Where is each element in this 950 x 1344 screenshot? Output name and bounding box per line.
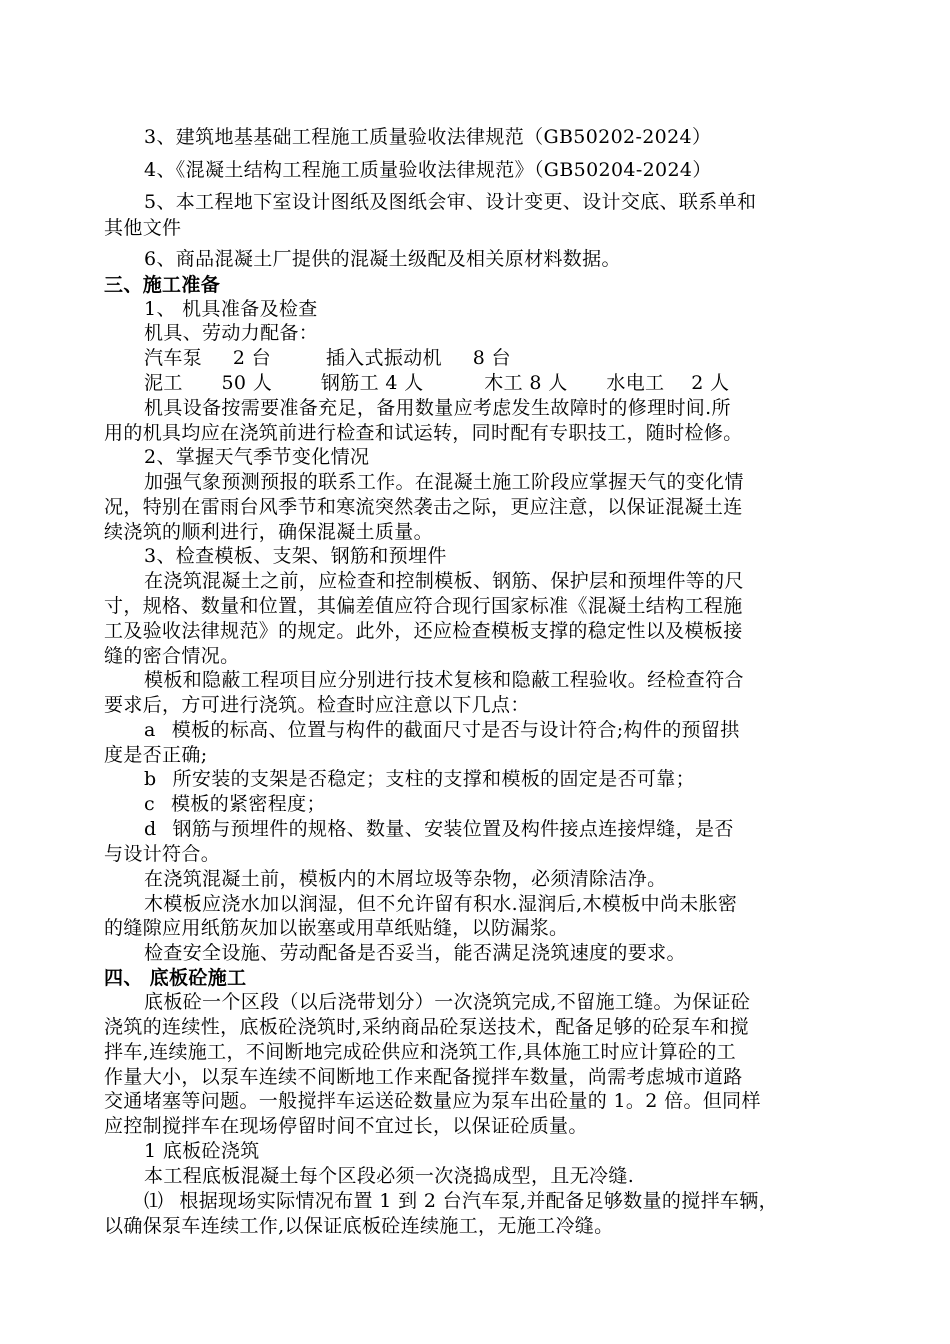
equipment-row: [144, 345, 511, 371]
text-line: 用的机具均应在浇筑前进行检查和试运转，同时配有专职技工，随时检修。: [104, 422, 743, 444]
labor-row: [144, 370, 729, 396]
equipment-name: 插入式振动机: [325, 347, 442, 369]
text-line: 机具设备按需要准备充足，备用数量应考虑发生故障时的修理时间.所: [144, 397, 731, 419]
text-line: 况，特别在雷雨台风季节和寒流突然袭击之际，更应注意，以保证混凝土连: [104, 496, 743, 518]
list-item: [144, 717, 740, 743]
equipment-count: 8 台: [472, 347, 511, 369]
subsection-heading: 2、掌握天气季节变化情况: [144, 446, 370, 468]
text-line: 底板砼一个区段（以后浇带划分）一次浇筑完成,不留施工缝。为保证砼: [144, 991, 751, 1013]
text-line: 与设计符合。: [104, 843, 221, 865]
labor-item: 钢筋工 4 人: [320, 372, 424, 394]
equipment-name: 汽车泵: [144, 347, 203, 369]
text-line: 其他文件: [104, 217, 182, 239]
text-line: 在浇筑混凝土前，模板内的木屑垃圾等杂物，必须清除洁净。: [144, 868, 667, 890]
list-item: [144, 766, 695, 792]
text-line: 交通堵塞等问题。一般搅拌车运送砼数量应为泵车出砼量的 1。2 倍。但同样: [104, 1090, 761, 1112]
list-item: [144, 816, 734, 842]
text-line: 5、本工程地下室设计图纸及图纸会审、设计变更、设计交底、联系单和: [144, 191, 757, 213]
text-line: 4、《混凝土结构工程施工质量验收法律规范》（GB50204-2024）: [144, 159, 712, 181]
list-marker: b: [144, 768, 157, 790]
text-line: 工及验收法律规范》的规定。此外，还应检查模板支撑的稳定性以及模板接: [104, 620, 743, 642]
list-item-text: 根据现场实际情况布置 1 到 2 台汽车泵,并配备足够数量的搅拌车辆，: [179, 1190, 778, 1212]
text-line: 在浇筑混凝土之前，应检查和控制模板、钢筋、保护层和预埋件等的尺: [144, 570, 744, 592]
equipment-count: 2 台: [232, 347, 272, 369]
list-item: [144, 1188, 778, 1214]
text-line: 续浇筑的顺利进行，确保混凝土质量。: [104, 521, 433, 543]
list-marker: c: [144, 793, 155, 815]
text-line: 模板和隐蔽工程项目应分别进行技术复核和隐蔽工程验收。经检查符合: [144, 669, 744, 691]
list-item-text: 模板的标高、位置与构件的截面尺寸是否与设计符合;构件的预留拱: [171, 719, 740, 741]
list-marker: a: [144, 719, 156, 741]
text-line: 作量大小，以泵车连续不间断地工作来配备搅拌车数量，尚需考虑城市道路: [104, 1066, 743, 1088]
text-line: 的缝隙应用纸筋灰加以嵌塞或用草纸贴缝，以防漏浆。: [104, 917, 569, 939]
text-line: 应控制搅拌车在现场停留时间不宜过长，以保证砼质量。: [104, 1115, 588, 1137]
section-heading: 三、施工准备: [104, 274, 221, 296]
list-marker: d: [144, 818, 157, 840]
text-line: 寸，规格、数量和位置，其偏差值应符合现行国家标准《混凝土结构工程施: [104, 595, 743, 617]
list-item-text: 钢筋与预埋件的规格、数量、安装位置及构件接点连接焊缝，是否: [172, 818, 734, 840]
text-line: 6、商品混凝土厂提供的混凝土级配及相关原材料数据。: [144, 248, 621, 270]
text-line: 检查安全设施、劳动配备是否妥当，能否满足浇筑速度的要求。: [144, 942, 686, 964]
text-line: 3、建筑地基基础工程施工质量验收法律规范（GB50202-2024）: [144, 126, 712, 148]
subsection-heading: 1、 机具准备及检查: [144, 298, 318, 320]
text-line: 浇筑的连续性，底板砼浇筑时,采纳商品砼泵送技术，配备足够的砼泵车和搅: [104, 1016, 749, 1038]
text-line: 缝的密合情况。: [104, 645, 240, 667]
list-item-text: 模板的紧密程度；: [171, 793, 326, 815]
list-marker: ⑴: [144, 1190, 164, 1212]
text-line: 度是否正确;: [104, 744, 208, 766]
text-line: 要求后，方可进行浇筑。检查时应注意以下几点：: [104, 694, 530, 716]
list-item: [144, 791, 326, 817]
text-line: 木模板应浇水加以润湿，但不允许留有积水.湿润后,木模板中尚未胀密: [144, 893, 738, 915]
text-line: 加强气象预测预报的联系工作。在混凝土施工阶段应掌握天气的变化情: [144, 471, 744, 493]
labor-type: 水电工: [606, 372, 665, 394]
labor-type: 泥工: [144, 372, 183, 394]
section-heading: 四、 底板砼施工: [104, 967, 247, 989]
text-line: 以确保泵车连续工作,以保证底板砼连续施工，无施工冷缝。: [104, 1215, 614, 1237]
labor-count: 50 人: [221, 372, 273, 394]
labor-item: 木工 8 人: [484, 372, 568, 394]
text-line: 拌车,连续施工，不间断地完成砼供应和浇筑工作,具体施工时应计算砼的工: [104, 1041, 736, 1063]
labor-count: 2 人: [691, 372, 730, 394]
subsection-heading: 1 底板砼浇筑: [144, 1140, 260, 1162]
text-line: 本工程底板混凝土每个区段必须一次浇捣成型，且无冷缝.: [144, 1165, 635, 1187]
subsection-heading: 3、检查模板、支架、钢筋和预埋件: [144, 545, 447, 567]
text-line: 机具、劳动力配备：: [144, 322, 319, 344]
list-item-text: 所安装的支架是否稳定；支柱的支撑和模板的固定是否可靠；: [172, 768, 695, 790]
